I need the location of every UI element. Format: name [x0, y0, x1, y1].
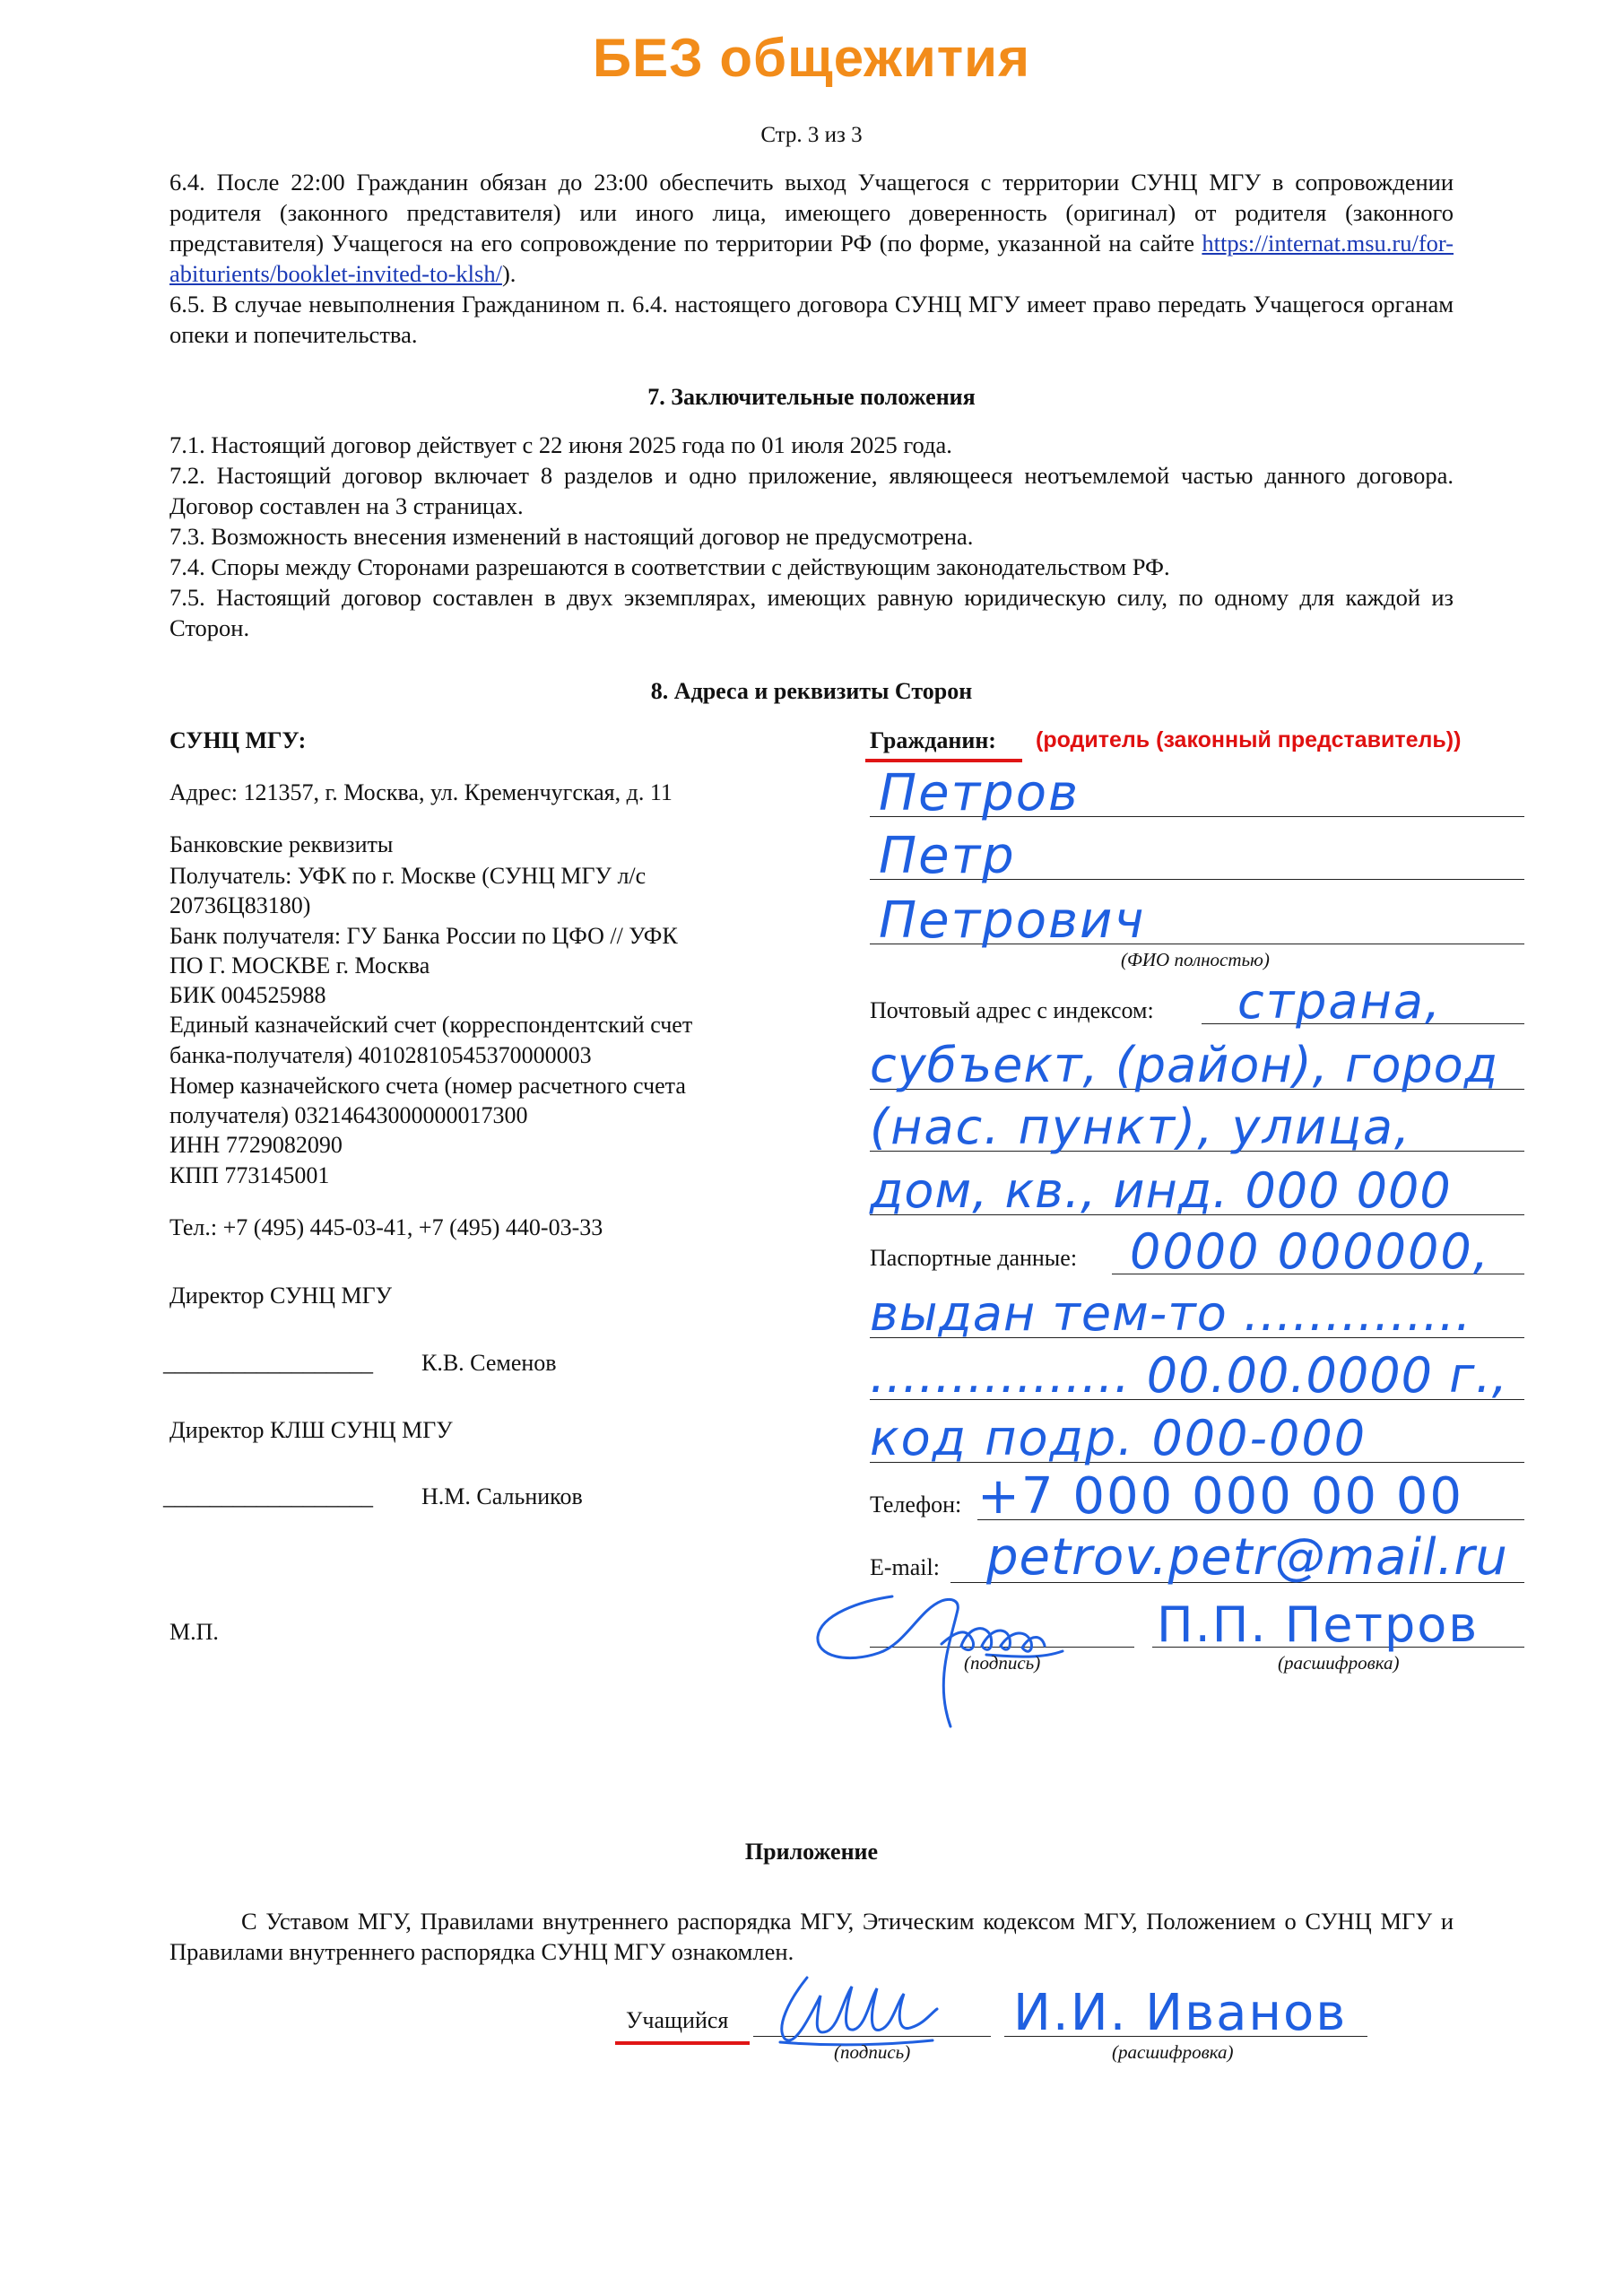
citizen-signature-caption: (подпись) — [964, 1652, 1041, 1674]
appendix-text: С Уставом МГУ, Правилами внутреннего распорядка МГУ, Этическим кодексом МГУ, Положением о СУНЦ МГУ и Правилами внутреннего распорядка СУНЦ МГУ ознакомлен. — [169, 1908, 1454, 1965]
stamp-place: М.П. — [169, 1619, 219, 1645]
org-phone: Тел.: +7 (495) 445-03-41, +7 (495) 440-03-33 — [169, 1214, 603, 1240]
phone-label: Телефон: — [870, 1492, 962, 1518]
org-address: Адрес: 121357, г. Москва, ул. Кременчугская, д. 11 — [169, 779, 673, 805]
org-name: СУНЦ МГУ: — [169, 727, 307, 753]
postal-value-4[interactable]: дом, кв., инд. 000 000 — [870, 1162, 1452, 1219]
patronymic-value[interactable]: Петрович — [879, 891, 1146, 950]
postal-label: Почтовый адрес с индексом: — [870, 997, 1154, 1023]
treasury-account-line-1: Единый казначейский счет (корреспондентский счет — [169, 1012, 693, 1038]
kpp: КПП 773145001 — [169, 1162, 330, 1188]
clause-6-4-text: 6.4. После 22:00 Гражданин обязан до 23:00 обеспечить выход Учащегося с территории СУНЦ МГУ в сопровождении родителя (законного представителя) или иного лица, имеющего доверенность (оригинал) от родителя (законного представителя) Учащегося на его сопровождение по территории РФ (по форме, указанной на сайте — [169, 169, 1454, 257]
clause-7-5: 7.5. Настоящий договор составлен в двух экземплярах, имеющих равную юридическую силу, по одному для каждой из Сторон. — [169, 584, 1454, 641]
booklet-link[interactable]: https://internat.msu.ru/for-abiturients/booklet-invited-to-klsh/ — [169, 230, 1454, 287]
section-7-title: 7. Заключительные положения — [647, 384, 976, 410]
director-name: К.В. Семенов — [421, 1350, 557, 1376]
passport-value-2[interactable]: выдан тем-то .............. — [870, 1285, 1472, 1342]
treasury-account-line-2: банка-получателя) 40102810545370000003 — [169, 1042, 592, 1068]
student-decoding-value[interactable]: И.И. Иванов — [1013, 1984, 1348, 2042]
citizen-signature — [807, 1574, 1112, 1735]
clause-6-4-end: ). — [501, 260, 516, 287]
bank-line-1: Банк получателя: ГУ Банка России по ЦФО // УФК — [169, 923, 678, 949]
klsh-director-name: Н.М. Сальников — [421, 1483, 583, 1509]
clause-7-3: 7.3. Возможность внесения изменений в настоящий договор не предусмотрена. — [169, 523, 974, 550]
email-value[interactable]: petrov.petr@mail.ru — [986, 1528, 1508, 1587]
postal-value-2[interactable]: субъект, (район), город — [870, 1037, 1499, 1093]
student-signature-caption: (подпись) — [834, 2041, 911, 2063]
postal-value-3[interactable]: (нас. пункт), улица, — [870, 1099, 1412, 1155]
recipient-line-1: Получатель: УФК по г. Москве (СУНЦ МГУ л/с — [169, 863, 647, 889]
citizen-decoding-caption: (расшифровка) — [1278, 1652, 1400, 1674]
postal-value-1[interactable]: страна, — [1237, 973, 1443, 1030]
student-label-highlight — [615, 2041, 750, 2045]
passport-value-3[interactable]: ................ 00.00.0000 г., — [870, 1347, 1508, 1404]
klsh-director-signature-line: __________________ — [163, 1483, 373, 1509]
fio-caption: (ФИО полностью) — [1121, 949, 1270, 970]
klsh-director-title: Директор КЛШ СУНЦ МГУ — [169, 1417, 453, 1443]
recipient-line-2: 20736Ц83180) — [169, 892, 311, 918]
director-signature-line: __________________ — [163, 1350, 373, 1376]
student-decoding-caption: (расшифровка) — [1112, 2041, 1234, 2063]
bank-line-2: ПО Г. МОСКВЕ г. Москва — [169, 952, 430, 978]
student-label: Учащийся — [626, 2007, 729, 2033]
name-value[interactable]: Петр — [879, 827, 1016, 885]
page-number: Стр. 3 из 3 — [760, 123, 863, 147]
citizen-decoding-value[interactable]: П.П. Петров — [1157, 1596, 1480, 1653]
appendix-title: Приложение — [744, 1839, 879, 1865]
section-8-title: 8. Адреса и реквизиты Сторон — [650, 678, 973, 704]
email-label: E-mail: — [870, 1554, 940, 1580]
inn: ИНН 7729082090 — [169, 1132, 343, 1158]
clause-7-1: 7.1. Настоящий договор действует с 22 июня 2025 года по 01 июля 2025 года. — [169, 431, 952, 458]
passport-label: Паспортные данные: — [870, 1245, 1078, 1271]
clause-6-4 — [169, 167, 1454, 289]
director-title: Директор СУНЦ МГУ — [169, 1283, 393, 1309]
citizen-label: Гражданин: — [870, 727, 996, 753]
citizen-label-highlight — [865, 759, 1022, 762]
passport-value-4[interactable]: код подр. 000-000 — [870, 1410, 1367, 1466]
clause-7-4: 7.4. Споры между Сторонами разрешаются в соответствии с действующим законодательством РФ. — [169, 553, 1170, 580]
settlement-account-line-2: получателя) 03214643000000017300 — [169, 1102, 528, 1128]
page-banner: БЕЗ общежития — [592, 28, 1031, 88]
settlement-account-line-1: Номер казначейского счета (номер расчетного счета — [169, 1073, 686, 1099]
bik: БИК 004525988 — [169, 982, 326, 1008]
passport-value-1[interactable]: 0000 000000, — [1130, 1223, 1490, 1280]
bank-details-title: Банковские реквизиты — [169, 831, 394, 857]
citizen-note: (родитель (законный представитель)) — [1036, 727, 1462, 752]
phone-value[interactable]: +7 000 000 00 00 — [977, 1467, 1464, 1526]
clause-6-5: 6.5. В случае невыполнения Гражданином п. 6.4. настоящего договора СУНЦ МГУ имеет право передать Учащегося органам опеки и попечительства. — [169, 291, 1454, 348]
surname-value[interactable]: Петров — [879, 764, 1080, 822]
clause-7-2: 7.2. Настоящий договор включает 8 разделов и одно приложение, являющееся неотъемлемой частью данного договора. Договор составлен на 3 страницах. — [169, 462, 1454, 519]
